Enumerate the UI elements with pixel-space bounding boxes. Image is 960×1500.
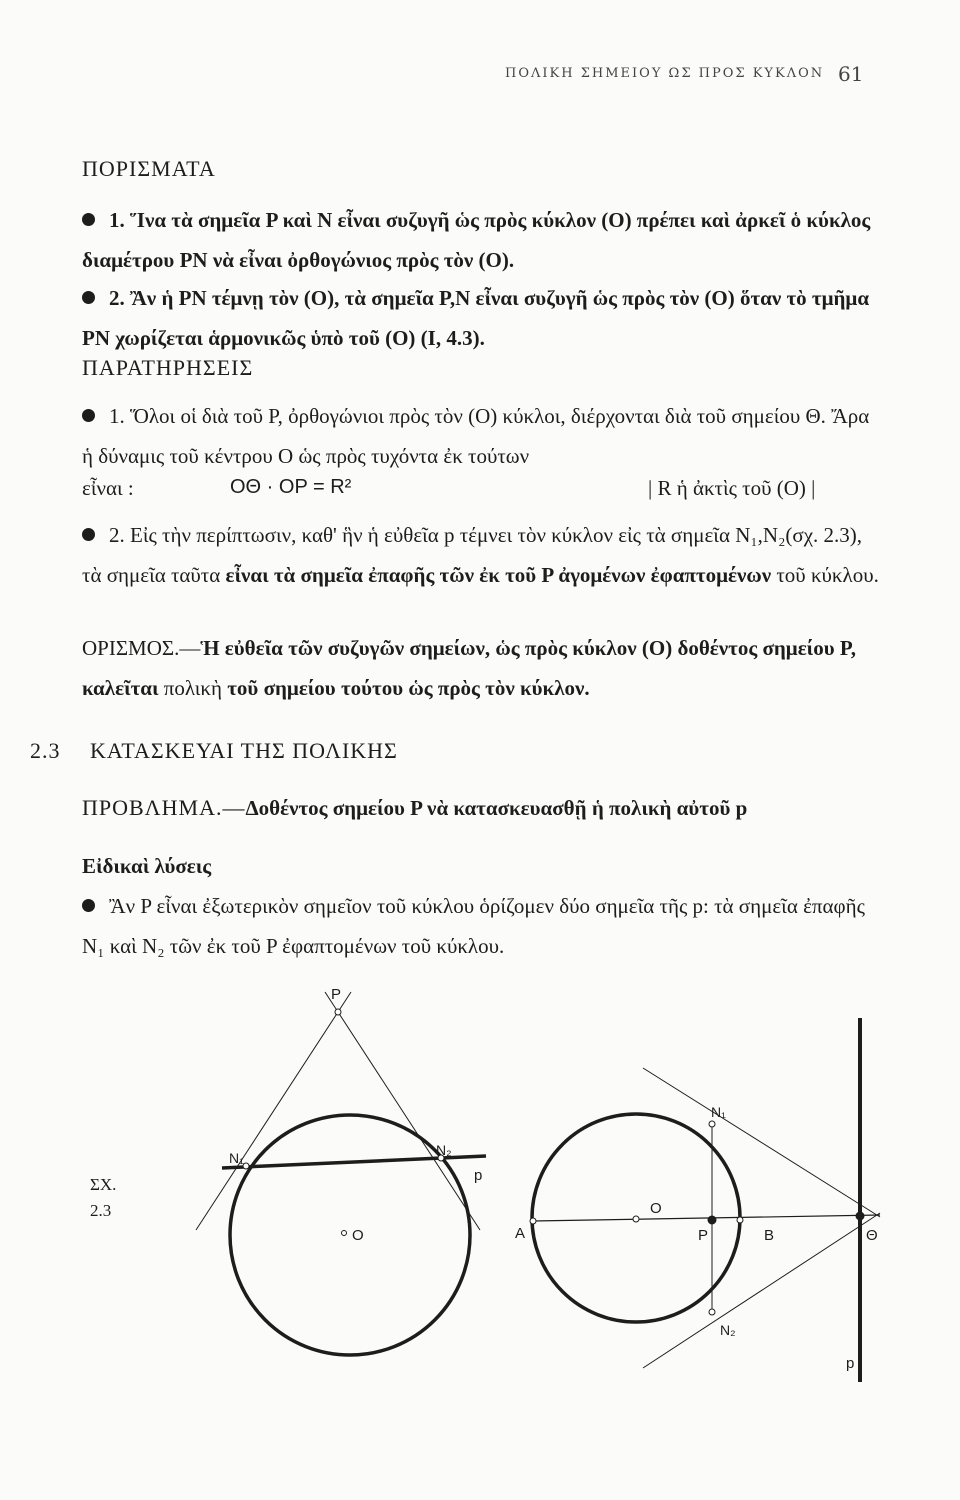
left-diagram bbox=[196, 992, 486, 1355]
point-P-right bbox=[708, 1216, 716, 1224]
remark-1: 1. Ὅλοι οἱ διὰ τοῦ P, ὀρθογώνιοι πρὸς τὸν (O) κύκλοι, διέρχονται διὰ τοῦ σημείου Θ. Ἄρα ἡ δύναμις τοῦ κέντρου O ὡς πρὸς τυχόντα ἐκ τούτων bbox=[82, 404, 870, 468]
corollary-1: 1. Ἵνα τὰ σημεῖα P καὶ N εἶναι συζυγῆ ὡς πρὸς κύκλον (O) πρέπει καὶ ἀρκεῖ ὁ κύκλος διαμέτρου PN νὰ εἶναι ὀρθογώνιος πρὸς τὸν (O). bbox=[82, 208, 871, 272]
label-O-left: O bbox=[352, 1227, 364, 1244]
right-diagram bbox=[530, 1018, 880, 1382]
point-N1-left bbox=[243, 1163, 249, 1169]
point-O-right bbox=[633, 1216, 639, 1222]
label-N1-right: N₁ bbox=[711, 1104, 726, 1120]
label-B-right: B bbox=[764, 1227, 775, 1244]
formula-lead: εἶναι : bbox=[82, 476, 134, 500]
special-solution-text: Ἂν P εἶναι ἐξωτερικὸν σημεῖον τοῦ κύκλου ὁρίζομεν δύο σημεῖα τῆς p: τὰ σημεῖα ἐπαφῆς N₁ καὶ N₂ τῶν ἐκ τοῦ P ἐφαπτομένων τοῦ κύκλου. bbox=[82, 894, 865, 958]
definition: ΟΡΙΣΜΟΣ.—Ἡ εὐθεῖα τῶν συζυγῶν σημείων, ὡς πρὸς κύκλον (O) δοθέντος σημείου P, καλεῖται πολικὴ τοῦ σημείου τούτου ὡς πρὸς τὸν κύκλον. bbox=[82, 636, 856, 700]
point-P-left bbox=[335, 1009, 341, 1015]
label-N1-left: N₁ bbox=[229, 1150, 244, 1166]
remarks-heading: ΠΑΡΑΤΗΡΗΣΕΙΣ bbox=[82, 355, 254, 380]
figure-caption: ΣΧ. 2.3 bbox=[90, 1175, 117, 1220]
right-tangent-1 bbox=[643, 1068, 880, 1217]
label-A-right: A bbox=[515, 1225, 526, 1242]
special-solutions-heading: Εἰδικαὶ λύσεις bbox=[82, 854, 212, 878]
running-title: ΠΟΛΙΚΗ ΣΗΜΕΙΟΥ ΩΣ ΠΡΟΣ ΚΥΚΛΟΝ bbox=[505, 66, 825, 81]
point-O-left bbox=[342, 1231, 347, 1236]
corollary-2: 2. Ἂν ἡ PN τέμνῃ τὸν (O), τὰ σημεῖα P,N εἶναι συζυγῆ ὡς πρὸς τὸν (O) ὅταν τὸ τμῆμα PN χωρίζεται ἁρμονικῶς ὑπὸ τοῦ (O) (I, 4.3). bbox=[82, 286, 870, 350]
label-p-left: p bbox=[474, 1167, 483, 1184]
remark-2: 2. Εἰς τὴν περίπτωσιν, καθ' ἣν ἡ εὐθεῖα p τέμνει τὸν κύκλον εἰς τὰ σημεῖα N₁,N₂(σχ. 2.3), τὰ σημεῖα ταῦτα εἶναι τὰ σημεῖα ἐπαφῆς τῶν ἐκ τοῦ P ἀγομένων ἐφαπτομένων τοῦ κύκλου. bbox=[82, 523, 879, 587]
label-P-left: P bbox=[331, 986, 342, 1003]
page-number: 61 bbox=[838, 62, 864, 86]
formula: OΘ · OP = R² bbox=[230, 476, 352, 498]
point-B-right bbox=[737, 1217, 743, 1223]
problem: ΠΡΟΒΛΗΜΑ.—Δοθέντος σημείου P νὰ κατασκευασθῇ ἡ πολικὴ αὐτοῦ p bbox=[82, 795, 748, 820]
right-tangent-2 bbox=[643, 1213, 880, 1368]
point-N2-right bbox=[709, 1309, 715, 1315]
point-A-right bbox=[530, 1218, 536, 1224]
label-O-right: O bbox=[650, 1200, 662, 1217]
left-circle bbox=[230, 1115, 470, 1355]
section-number: 2.3 bbox=[30, 738, 61, 763]
label-P-right: P bbox=[698, 1227, 709, 1244]
left-tangent-2 bbox=[338, 1012, 483, 1230]
label-N2-right: N₂ bbox=[720, 1322, 736, 1338]
point-Theta-right bbox=[856, 1212, 864, 1220]
label-N2-left: N₂ bbox=[436, 1142, 452, 1158]
right-line-AB bbox=[533, 1215, 880, 1221]
section-title: ΚΑΤΑΣΚΕΥΑΙ ΤΗΣ ΠΟΛΙΚΗΣ bbox=[90, 738, 398, 763]
label-p-right: p bbox=[846, 1355, 855, 1372]
corollaries-heading: ΠΟΡΙΣΜΑΤΑ bbox=[82, 156, 216, 181]
formula-note: | R ἡ ἀκτὶς τοῦ (O) | bbox=[648, 476, 816, 500]
point-N1-right bbox=[709, 1121, 715, 1127]
label-Theta-right: Θ bbox=[866, 1227, 878, 1244]
